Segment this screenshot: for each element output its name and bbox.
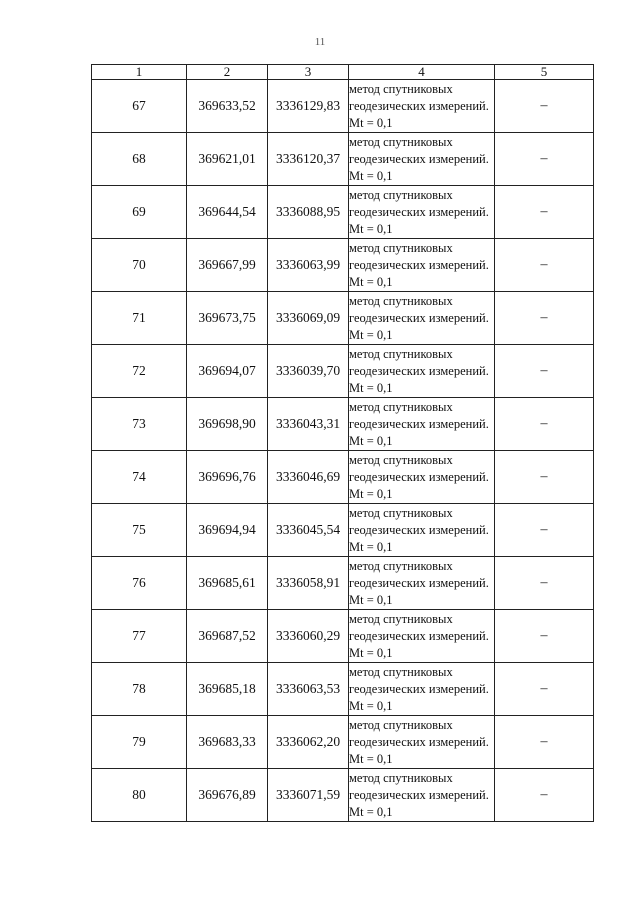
y-coordinate-cell: 3336039,70 (268, 345, 349, 398)
x-coordinate-cell: 369687,52 (187, 610, 268, 663)
note-cell: – (495, 610, 594, 663)
y-coordinate-cell: 3336120,37 (268, 133, 349, 186)
table-row (92, 557, 594, 610)
point-number-cell: 74 (92, 451, 187, 504)
page-number: 11 (314, 36, 326, 48)
y-coordinate-cell: 3336129,83 (268, 80, 349, 133)
point-number-cell: 80 (92, 769, 187, 822)
point-number-cell: 77 (92, 610, 187, 663)
y-coordinate-cell: 3336071,59 (268, 769, 349, 822)
note-cell: – (495, 239, 594, 292)
table-row (92, 186, 594, 239)
method-cell: метод спутниковых геодезических измерений. Mt = 0,1 (349, 716, 495, 769)
column-header: 4 (349, 65, 495, 80)
column-header: 1 (92, 65, 187, 80)
x-coordinate-cell: 369621,01 (187, 133, 268, 186)
y-coordinate-cell: 3336063,53 (268, 663, 349, 716)
x-coordinate-cell: 369673,75 (187, 292, 268, 345)
method-cell: метод спутниковых геодезических измерений. Mt = 0,1 (349, 451, 495, 504)
x-coordinate-cell: 369696,76 (187, 451, 268, 504)
note-cell: – (495, 504, 594, 557)
y-coordinate-cell: 3336046,69 (268, 451, 349, 504)
point-number-cell: 71 (92, 292, 187, 345)
table-row (92, 345, 594, 398)
method-cell: метод спутниковых геодезических измерений. Mt = 0,1 (349, 133, 495, 186)
x-coordinate-cell: 369644,54 (187, 186, 268, 239)
method-cell: метод спутниковых геодезических измерений. Mt = 0,1 (349, 345, 495, 398)
table-row (92, 610, 594, 663)
point-number-cell: 67 (92, 80, 187, 133)
table-row (92, 292, 594, 345)
x-coordinate-cell: 369685,18 (187, 663, 268, 716)
point-number-cell: 73 (92, 398, 187, 451)
y-coordinate-cell: 3336060,29 (268, 610, 349, 663)
point-number-cell: 70 (92, 239, 187, 292)
table-row (92, 504, 594, 557)
x-coordinate-cell: 369633,52 (187, 80, 268, 133)
x-coordinate-cell: 369676,89 (187, 769, 268, 822)
table-row (92, 451, 594, 504)
point-number-cell: 76 (92, 557, 187, 610)
table-row (92, 769, 594, 822)
coordinates-table (91, 64, 594, 822)
y-coordinate-cell: 3336043,31 (268, 398, 349, 451)
y-coordinate-cell: 3336088,95 (268, 186, 349, 239)
note-cell: – (495, 451, 594, 504)
column-header: 3 (268, 65, 349, 80)
column-header: 5 (495, 65, 594, 80)
point-number-cell: 79 (92, 716, 187, 769)
x-coordinate-cell: 369698,90 (187, 398, 268, 451)
y-coordinate-cell: 3336063,99 (268, 239, 349, 292)
method-cell: метод спутниковых геодезических измерений. Mt = 0,1 (349, 610, 495, 663)
y-coordinate-cell: 3336069,09 (268, 292, 349, 345)
column-header: 2 (187, 65, 268, 80)
method-cell: метод спутниковых геодезических измерений. Mt = 0,1 (349, 398, 495, 451)
x-coordinate-cell: 369667,99 (187, 239, 268, 292)
note-cell: – (495, 716, 594, 769)
note-cell: – (495, 345, 594, 398)
note-cell: – (495, 186, 594, 239)
table-row (92, 80, 594, 133)
table-row (92, 716, 594, 769)
point-number-cell: 72 (92, 345, 187, 398)
note-cell: – (495, 769, 594, 822)
table-row (92, 663, 594, 716)
point-number-cell: 75 (92, 504, 187, 557)
table-row (92, 398, 594, 451)
note-cell: – (495, 80, 594, 133)
note-cell: – (495, 398, 594, 451)
method-cell: метод спутниковых геодезических измерений. Mt = 0,1 (349, 663, 495, 716)
note-cell: – (495, 557, 594, 610)
method-cell: метод спутниковых геодезических измерений. Mt = 0,1 (349, 186, 495, 239)
point-number-cell: 78 (92, 663, 187, 716)
y-coordinate-cell: 3336062,20 (268, 716, 349, 769)
note-cell: – (495, 133, 594, 186)
y-coordinate-cell: 3336045,54 (268, 504, 349, 557)
table-row (92, 239, 594, 292)
note-cell: – (495, 663, 594, 716)
point-number-cell: 68 (92, 133, 187, 186)
x-coordinate-cell: 369694,07 (187, 345, 268, 398)
method-cell: метод спутниковых геодезических измерений. Mt = 0,1 (349, 292, 495, 345)
method-cell: метод спутниковых геодезических измерений. Mt = 0,1 (349, 769, 495, 822)
point-number-cell: 69 (92, 186, 187, 239)
x-coordinate-cell: 369683,33 (187, 716, 268, 769)
x-coordinate-cell: 369694,94 (187, 504, 268, 557)
y-coordinate-cell: 3336058,91 (268, 557, 349, 610)
note-cell: – (495, 292, 594, 345)
method-cell: метод спутниковых геодезических измерений. Mt = 0,1 (349, 80, 495, 133)
method-cell: метод спутниковых геодезических измерений. Mt = 0,1 (349, 239, 495, 292)
table-row (92, 133, 594, 186)
x-coordinate-cell: 369685,61 (187, 557, 268, 610)
header-row (92, 65, 594, 80)
method-cell: метод спутниковых геодезических измерений. Mt = 0,1 (349, 504, 495, 557)
method-cell: метод спутниковых геодезических измерений. Mt = 0,1 (349, 557, 495, 610)
